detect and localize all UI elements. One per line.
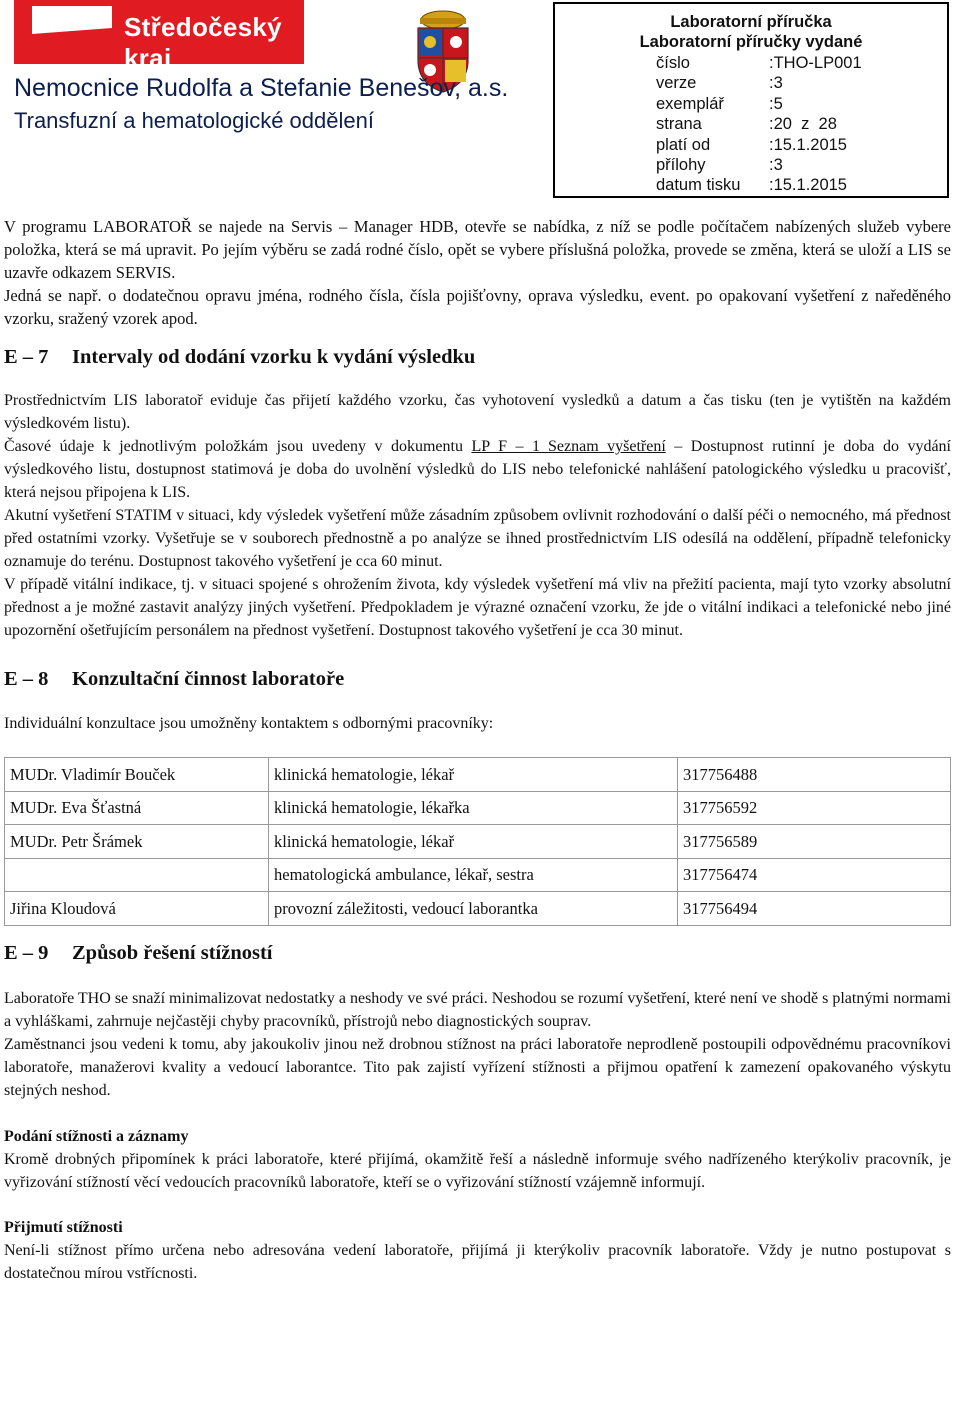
section-heading-e9 bbox=[4, 942, 951, 965]
e9-paragraph: Laboratoře THO se snaží minimalizovat nedostatky a neshody ve své práci. Neshodou se rozumí vyšetření, které není ve shodě s platnými normami a vyhláškami, zahrnuje nejčastěji chyby pracovníků, přístrojů nebo diagnostických souprav. bbox=[4, 989, 951, 1030]
department-name: Transfuzní a hematologické oddělení bbox=[14, 108, 374, 133]
contact-role: hematologická ambulance, lékař, sestra bbox=[269, 858, 678, 892]
subheading-complaint-acceptance: Přijmutí stížnosti bbox=[4, 1218, 123, 1236]
region-banner-text: Středočeský kraj bbox=[124, 12, 282, 73]
contact-role: klinická hematologie, lékař bbox=[269, 825, 678, 859]
info-value: :3 bbox=[769, 74, 783, 93]
info-row-page bbox=[555, 114, 947, 134]
section-title: Konzultační činnost laboratoře bbox=[72, 668, 345, 690]
info-row-number bbox=[555, 53, 947, 73]
document-info-box bbox=[553, 2, 949, 198]
contact-name: MUDr. Eva Šťastná bbox=[5, 791, 269, 825]
contact-name: MUDr. Vladimír Bouček bbox=[5, 758, 269, 792]
subheading-complaint-filing: Podání stížnosti a záznamy bbox=[4, 1127, 189, 1145]
info-box-subtitle: Laboratorní příručky vydané bbox=[639, 33, 863, 51]
section-number: E – 8 bbox=[4, 668, 49, 690]
contact-name bbox=[5, 858, 269, 892]
e7-text: – Dostupnost rutinní je doba do vydání výsledkového listu, dostupnost statimová je doba do uvolnění výsledků do LIS nebo telefonické nahlášení patologického výsledku u pracovišť, která nejsou připojena k LIS. bbox=[4, 438, 951, 501]
info-row-valid-from bbox=[555, 135, 947, 155]
contact-role: provozní záležitosti, vedoucí laborantka bbox=[269, 892, 678, 926]
section-number: E – 9 bbox=[4, 941, 49, 964]
section-number: E – 7 bbox=[4, 346, 49, 368]
info-value: :15.1.2015 bbox=[769, 135, 847, 154]
contact-phone: 317756488 bbox=[678, 758, 951, 792]
info-row-version bbox=[555, 73, 947, 93]
info-value: :THO-LP001 bbox=[769, 54, 862, 72]
e7-paragraph: V případě vitální indikace, tj. v situaci spojené s ohrožením života, kdy výsledek vyšetření má vliv na přežití pacienta, mají tyto vzorky absolutní přednost a je možné zastavit analýzy jiných vyšetření. Předpokladem je výrazné označení vzorku, že jde o vitální indikaci a telefonické nebo jiné upozornění ošetřujícím personálem na přednost vyšetření. Dostupnost takového vyšetření je cca 30 minut. bbox=[4, 576, 951, 639]
seznam-vysetreni-link[interactable]: LP_F – 1_Seznam vyšetření bbox=[471, 438, 666, 455]
section-title: Způsob řešení stížností bbox=[72, 941, 273, 964]
info-label: číslo bbox=[656, 54, 690, 72]
region-banner bbox=[14, 0, 304, 73]
info-value: :3 bbox=[769, 155, 783, 174]
contact-name: MUDr. Petr Šrámek bbox=[5, 825, 269, 859]
contact-role: klinická hematologie, lékař bbox=[269, 758, 678, 792]
document-header bbox=[0, 0, 960, 210]
hospital-name: Nemocnice Rudolfa a Stefanie Benešov, a.s. bbox=[14, 74, 509, 102]
intro-paragraph: Jedná se např. o dodatečnou opravu jména, rodného čísla, čísla pojišťovny, oprava výsledku, event. po opakovaní vyšetření z naředěného vzorku, sražený vzorek apod. bbox=[4, 286, 951, 328]
info-row-attachments bbox=[555, 155, 947, 175]
intro-paragraph: V programu LABORATOŘ se najede na Servis – Manager HDB, otevře se nabídka, z níž se podle počítačem nabízených služeb vybere položka, která se má upravit. Po jejím výběru se zadá rodné číslo, opět se vybere příslušná položka, provede se změna, která se uloží a LIS se uzavře odkazem SERVIS. bbox=[4, 217, 951, 282]
info-label: platí od bbox=[656, 135, 711, 154]
e7-text: Časové údaje k jednotlivým položkám jsou uvedeny v dokumentu bbox=[4, 438, 472, 455]
contact-phone: 317756494 bbox=[678, 892, 951, 926]
e8-intro: Individuální konzultace jsou umožněny kontaktem s odbornými pracovníky: bbox=[4, 715, 494, 732]
info-value: :5 bbox=[769, 94, 783, 113]
info-box-title: Laboratorní příručka bbox=[670, 13, 832, 31]
e7-paragraph: Akutní vyšetření STATIM v situaci, kdy výsledek vyšetření může zásadním způsobem ovlivnit rozhodování o další péči o nemocného, má přednost před ostatními vzorky. Vyšetřuje se v souborech přednostně a po analýze se ihned prostřednictvím LIS odesílá na oddělení, případně telefonicky oznamuje do terénu. Dostupnost takového vyšetření je cca 60 minut. bbox=[4, 507, 951, 570]
table-row bbox=[5, 892, 951, 926]
region-flag-icon bbox=[32, 6, 112, 58]
e7-paragraph bbox=[4, 435, 951, 504]
table-row bbox=[5, 858, 951, 892]
section-heading-e8 bbox=[4, 668, 951, 691]
info-label: datum tisku bbox=[656, 176, 741, 195]
table-row bbox=[5, 758, 951, 792]
info-value: :20 z 28 bbox=[769, 115, 837, 134]
info-row-copy bbox=[555, 94, 947, 114]
info-label: strana bbox=[656, 115, 702, 134]
contact-phone: 317756474 bbox=[678, 858, 951, 892]
contact-phone: 317756592 bbox=[678, 791, 951, 825]
contacts-table bbox=[4, 757, 951, 926]
contact-role: klinická hematologie, lékařka bbox=[269, 791, 678, 825]
table-row bbox=[5, 791, 951, 825]
section-heading-e7 bbox=[4, 346, 951, 369]
contact-phone: 317756589 bbox=[678, 825, 951, 859]
contact-name: Jiřina Kloudová bbox=[5, 892, 269, 926]
info-value: :15.1.2015 bbox=[769, 176, 847, 195]
e9-paragraph: Není-li stížnost přímo určena nebo adresována vedení laboratoře, přijímá ji kterýkoliv pracovník laboratoře. Vždy je nutno postupovat s dostatečnou mírou vstřícnosti. bbox=[4, 1241, 951, 1282]
section-title: Intervaly od dodání vzorku k vydání výsledku bbox=[72, 346, 476, 368]
e9-paragraph: Kromě drobných připomínek k práci laboratoře, které přijímá, okamžitě řeší a následně informuje svého nadřízeného kterýkoliv pracovník, je vyřizování stížností věcí vedoucích pracovníků laboratoře, kteří se o vyřizování stížností vzájemně informují. bbox=[4, 1150, 951, 1191]
info-label: exemplář bbox=[656, 94, 724, 113]
document-body bbox=[4, 215, 951, 1285]
info-row-print-date bbox=[555, 175, 947, 195]
info-label: přílohy bbox=[656, 155, 706, 174]
info-label: verze bbox=[656, 74, 697, 93]
table-row bbox=[5, 825, 951, 859]
e9-paragraph: Zaměstnanci jsou vedeni k tomu, aby jakoukoliv jinou než drobnou stížnost na práci laboratoře neprodleně postoupili odpovědnému pracovníkovi laboratoře, manažerovi kvality a vedoucí laborantce. Tito pak zajistí vyřízení stížnosti a přijmou opatření k zamezení opakovaného výskytu stejných neshod. bbox=[4, 1035, 951, 1099]
e7-paragraph: Prostřednictvím LIS laboratoř eviduje čas přijetí každého vzorku, čas vyhotovení vysledků a datum a čas tisku (ten je vytištěn na každém výsledkovém listu). bbox=[4, 392, 951, 432]
